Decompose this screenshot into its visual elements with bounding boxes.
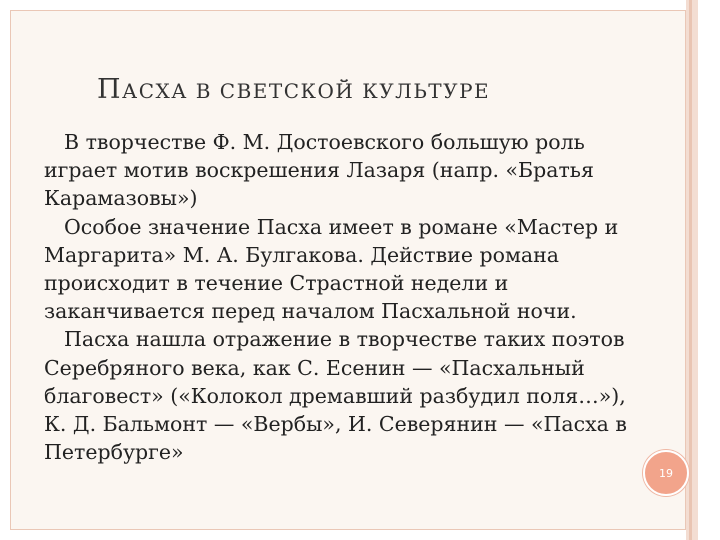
page-number: 19 bbox=[659, 466, 673, 480]
slide-title bbox=[97, 74, 490, 105]
paragraph-silver-age: Пасха нашла отражение в творчестве таких поэтов Серебряного века, как С. Есенин — «Пасхальный благовест» («Колокол дремавший разбудил поля…»), К. Д. Бальмонт — «Вербы», И. Северянин — «Пасха в Петербурге» bbox=[44, 327, 627, 465]
paragraph-bulgakov: Особое значение Пасха имеет в романе «Мастер и Маргарита» М. А. Булгакова. Действие романа происходит в течение Страстной недели и заканчивается перед началом Пасхальной ночи. bbox=[44, 214, 619, 324]
slide-body bbox=[44, 128, 634, 466]
slide-edge bbox=[698, 0, 720, 540]
page-number-badge bbox=[643, 450, 689, 496]
title-first-letter: П bbox=[97, 74, 123, 105]
decorative-stripe bbox=[686, 0, 698, 540]
title-rest: АСХА В СВЕТСКОЙ КУЛЬТУРЕ bbox=[122, 79, 491, 103]
paragraph-dostoevsky: В творчестве Ф. М. Достоевского большую роль играет мотив воскрешения Лазаря (напр. «Братья Карамазовы») bbox=[44, 130, 594, 211]
decorative-stripe-line bbox=[689, 0, 692, 540]
